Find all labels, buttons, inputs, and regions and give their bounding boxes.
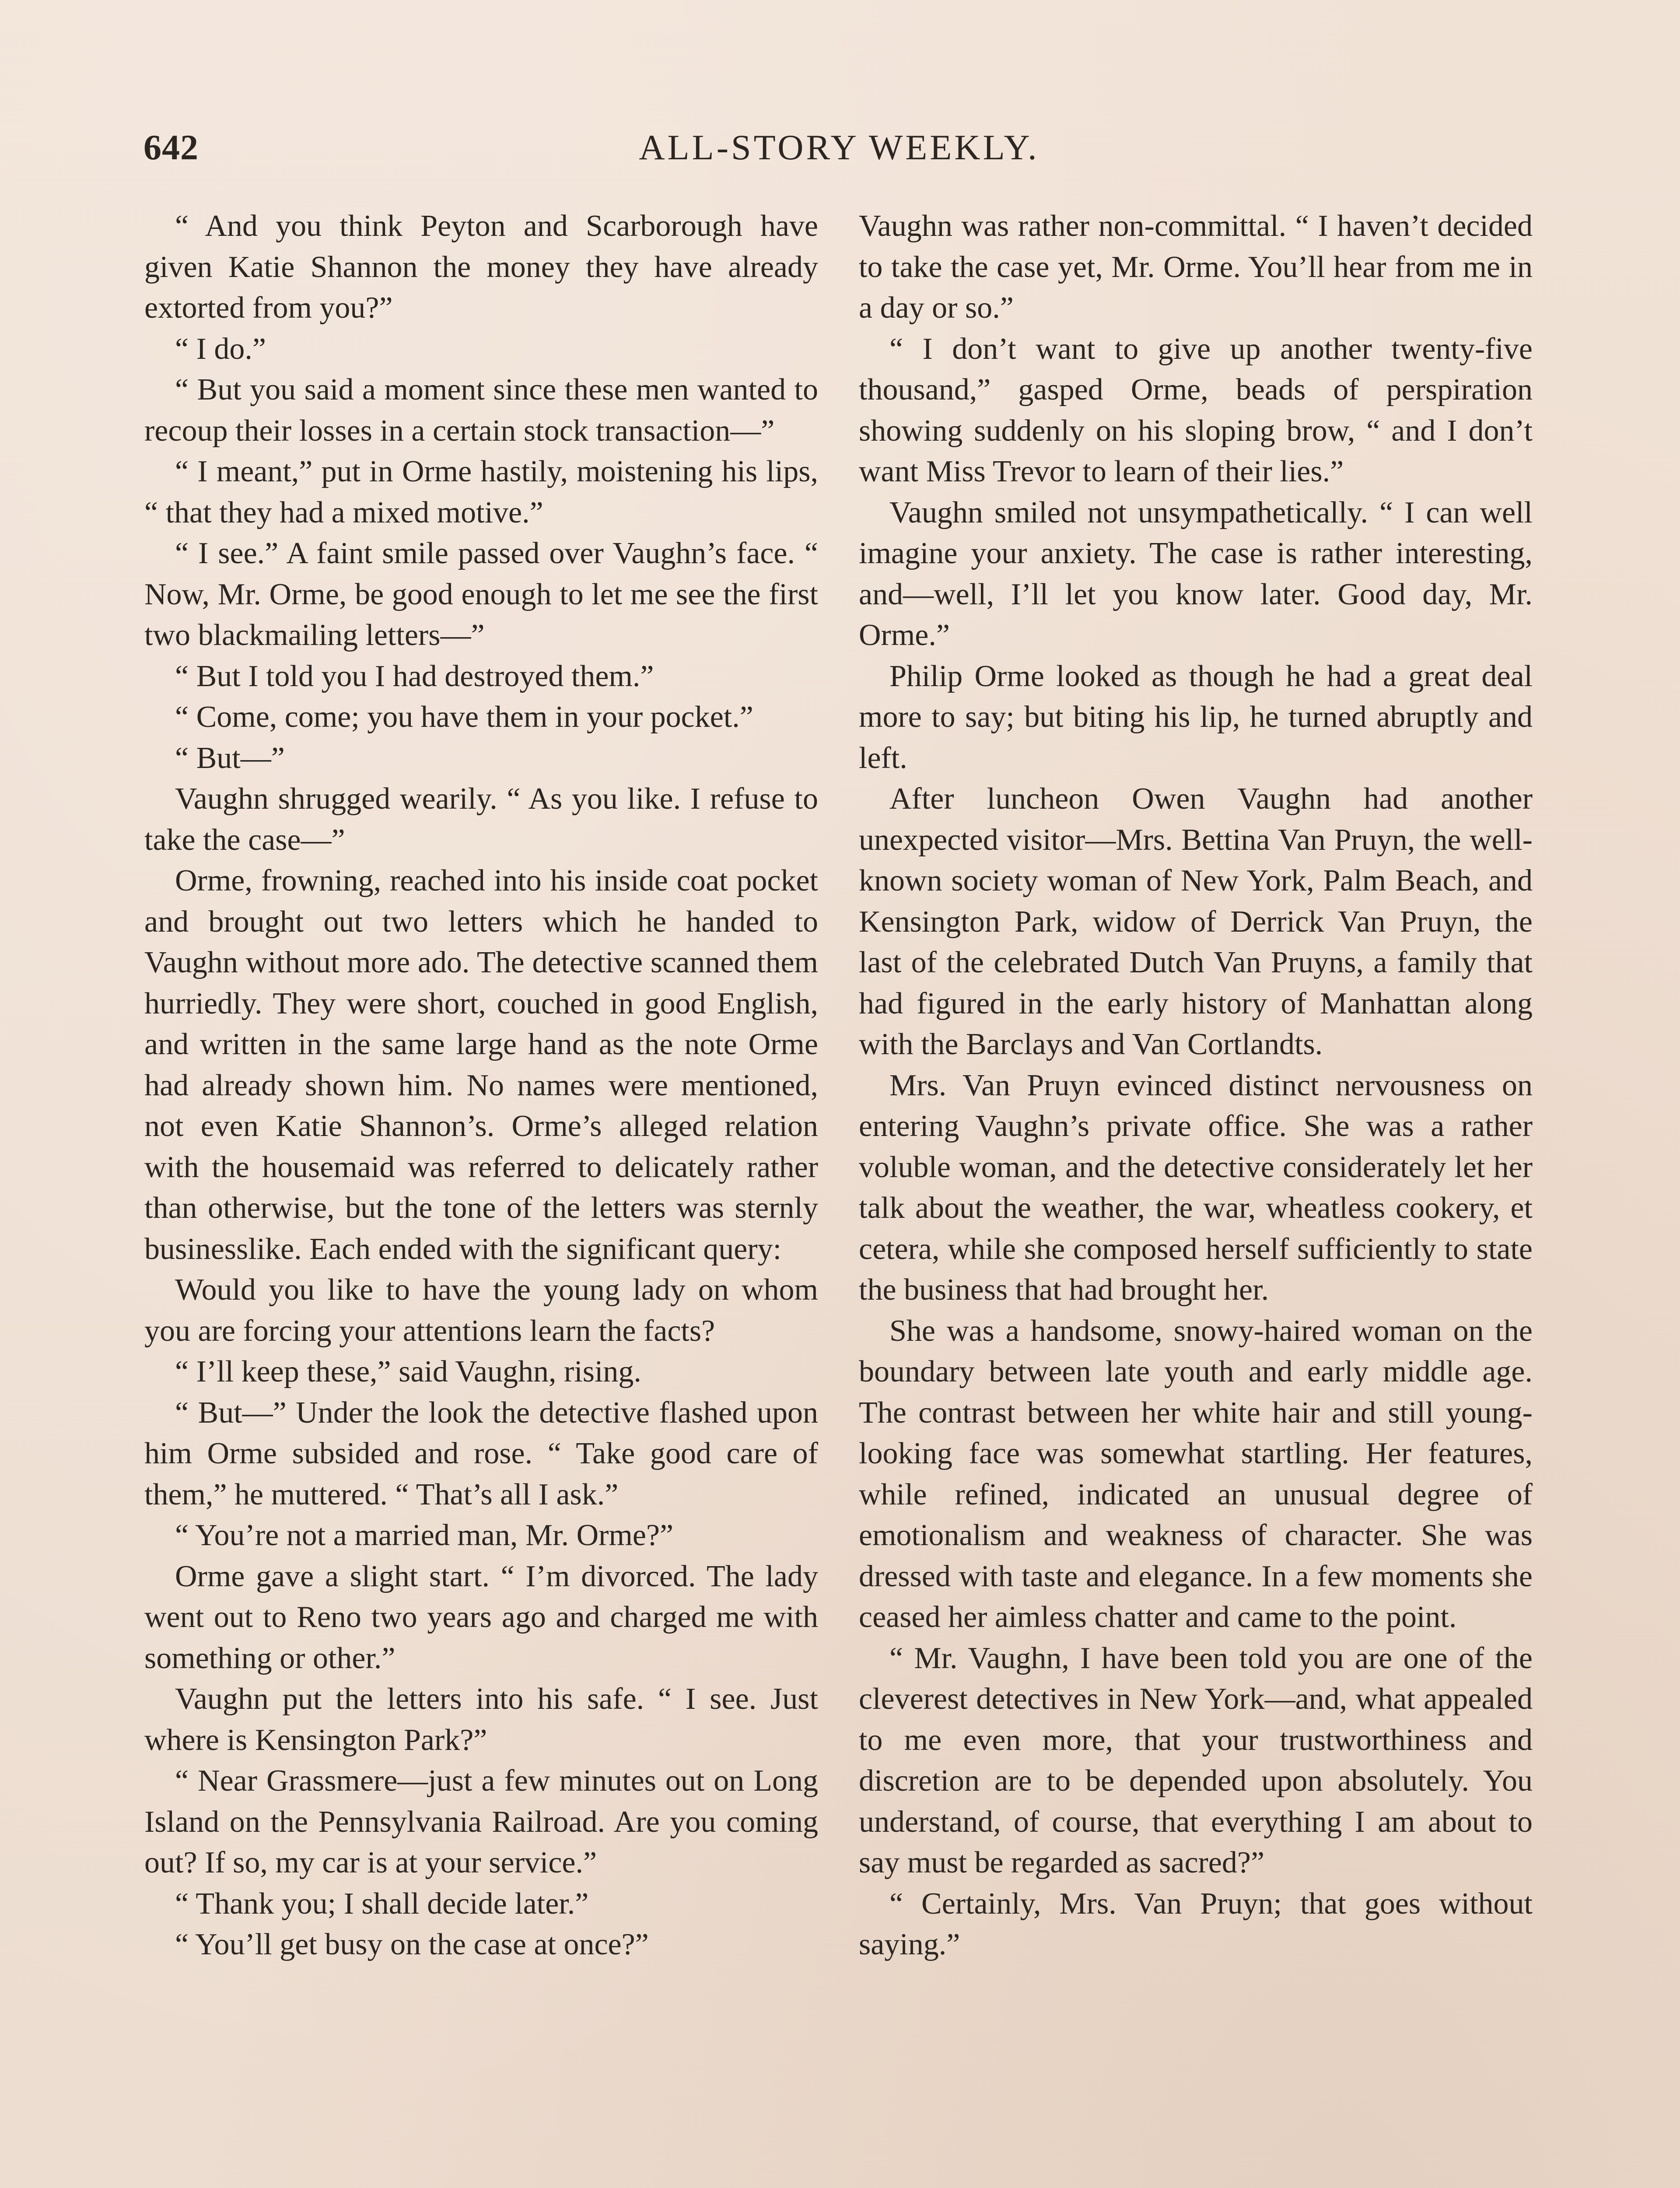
paragraph: “ Come, come; you have them in your pocket.”	[175, 700, 753, 734]
paragraph: Vaughn was rather non-committal. “ I haven’t decided to take the case yet, Mr. Orme. You’ll hear from me in a day or so.”	[859, 209, 1533, 325]
paragraph: “ You’ll get busy on the case at once?”	[175, 1928, 649, 1961]
paragraph: “ But you said a moment since these men wanted to recoup their losses in a certain stock transaction—”	[144, 373, 818, 448]
paragraph: Vaughn put the letters into his safe. “ I see. Just where is Kensington Park?”	[144, 1682, 818, 1757]
paragraph: “ I don’t want to give up another twenty-five thousand,” gasped Orme, beads of perspiration showing suddenly on his sloping brow, “ and I don’t want Miss Trevor to learn of their lies.”	[859, 332, 1533, 488]
paragraph: Vaughn smiled not unsympathetically. “ I can well imagine your anxiety. The case is rather interesting, and—well, I’ll let you know later. Good day, Mr. Orme.”	[859, 495, 1533, 652]
paragraph: Mrs. Van Pruyn evinced distinct nervousness on entering Vaughn’s private office. She was a rather voluble woman, and the detective considerately let her talk about the weather, the war, wheatless cookery, et cetera, while she composed herself sufficiently to state the business that had brought her.	[859, 1068, 1533, 1307]
page-number: 642	[144, 127, 199, 167]
paragraph: “ But—” Under the look the detective flashed upon him Orme subsided and rose. “ Take good care of them,” he muttered. “ That’s all I ask.”	[144, 1396, 818, 1511]
paragraph: Orme, frowning, reached into his inside coat pocket and brought out two letters which he handed to Vaughn without more ado. The detective scanned them hurriedly. They were short, couched in good English, and written in the same large hand as the note Orme had already shown him. No names were mentioned, not even Katie Shannon’s. Orme’s alleged relation with the housemaid was referred to delicately rather than otherwise, but the tone of the letters was sternly businesslike. Each ended with the significant query:	[144, 864, 818, 1266]
paragraph: “ Thank you; I shall decide later.”	[175, 1886, 589, 1921]
running-title: ALL-STORY WEEKLY.	[639, 127, 1040, 167]
paragraph: “ I see.” A faint smile passed over Vaughn’s face. “ Now, Mr. Orme, be good enough to let me see the first two blackmailing letters—”	[144, 536, 818, 652]
paragraph: Philip Orme looked as though he had a great deal more to say; but biting his lip, he turned abruptly and left.	[859, 659, 1533, 775]
paragraph: Would you like to have the young lady on whom you are forcing your attentions learn the facts?	[144, 1273, 818, 1348]
paragraph: “ I’ll keep these,” said Vaughn, rising.	[175, 1355, 641, 1389]
paragraph: “ I meant,” put in Orme hastily, moistening his lips, “ that they had a mixed motive.”	[144, 455, 818, 529]
paragraph: “ But—”	[175, 741, 285, 775]
page-header	[144, 127, 1535, 175]
paragraph: “ But I told you I had destroyed them.”	[175, 659, 654, 693]
paragraph: “ And you think Peyton and Scarborough have given Katie Shannon the money they have already extorted from you?”	[144, 209, 818, 325]
paragraph: “ Mr. Vaughn, I have been told you are one of the cleverest detectives in New York—and, what appealed to me even more, that your trustworthiness and discretion are to be depended upon absolutely. You understand, of course, that everything I am about to say must be regarded as sacred?”	[859, 1641, 1533, 1879]
paragraph: “ I do.”	[175, 332, 266, 366]
paragraph: Orme gave a slight start. “ I’m divorced. The lady went out to Reno two years ago and charged me with something or other.”	[144, 1559, 818, 1675]
left-text-column	[144, 206, 818, 1965]
paragraph: She was a handsome, snowy-haired woman on the boundary between late youth and early middle age. The contrast between her white hair and still young-looking face was somewhat startling. Her features, while refined, indicated an unusual degree of emotionalism and weakness of character. She was dressed with taste and elegance. In a few moments she ceased her aimless chatter and came to the point.	[859, 1314, 1533, 1634]
right-text-column	[859, 206, 1533, 1965]
paragraph: “ You’re not a married man, Mr. Orme?”	[175, 1518, 674, 1552]
paragraph: “ Near Grassmere—just a few minutes out on Long Island on the Pennsylvania Railroad. Are you coming out? If so, my car is at your service.”	[144, 1764, 818, 1879]
paragraph: “ Certainly, Mrs. Van Pruyn; that goes without saying.”	[859, 1886, 1533, 1961]
paragraph: After luncheon Owen Vaughn had another unexpected visitor—Mrs. Bettina Van Pruyn, the well-known society woman of New York, Palm Beach, and Kensington Park, widow of Derrick Van Pruyn, the last of the celebrated Dutch Van Pruyns, a family that had figured in the early history of Manhattan along with the Barclays and Van Cortlandts.	[859, 782, 1533, 1061]
paragraph: Vaughn shrugged wearily. “ As you like. I refuse to take the case—”	[144, 782, 818, 857]
